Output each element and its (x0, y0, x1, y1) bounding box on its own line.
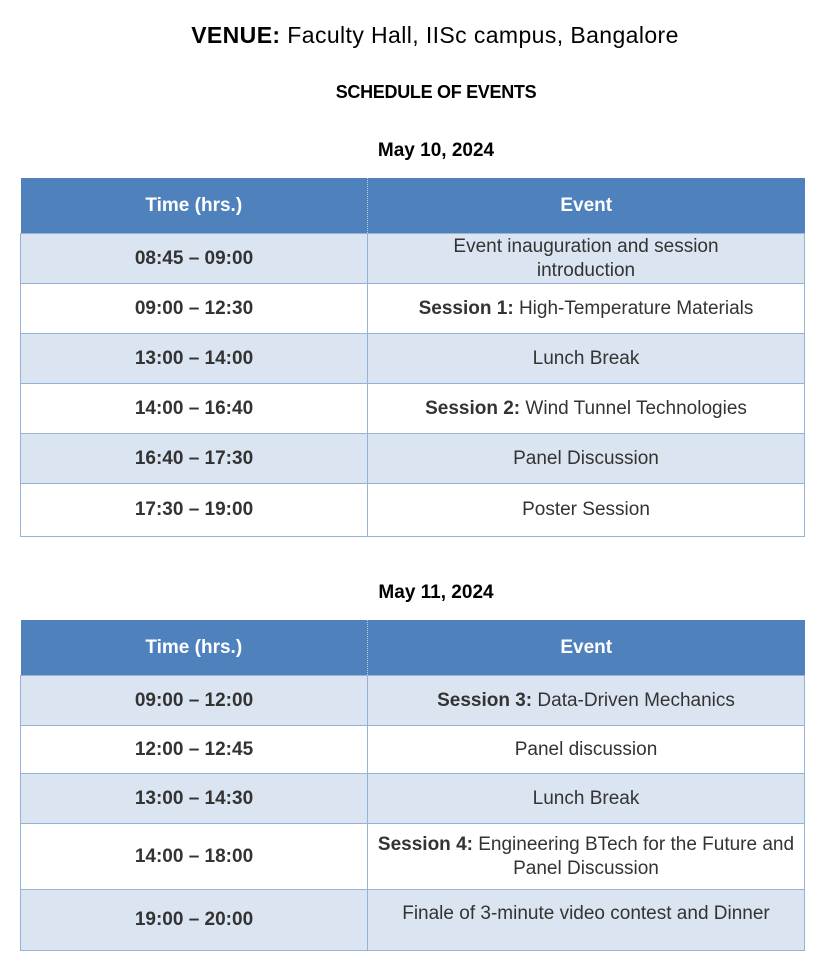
table-row (21, 824, 805, 890)
time-cell: 14:00 – 16:40 (21, 384, 368, 434)
table-row (21, 484, 805, 537)
event-text: Panel discussion (514, 738, 658, 760)
time-cell: 13:00 – 14:00 (21, 334, 368, 384)
table-row (21, 434, 805, 484)
time-cell: 08:45 – 09:00 (21, 234, 368, 284)
table-row (21, 334, 805, 384)
event-cell (368, 676, 805, 726)
event-cell (368, 434, 805, 484)
venue-line (0, 22, 818, 49)
event-text: Wind Tunnel Technologies (525, 397, 747, 419)
schedule-title: SCHEDULE OF EVENTS (335, 82, 537, 102)
event-cell (368, 774, 805, 824)
day-2-schedule-table (20, 620, 805, 951)
table-row (21, 384, 805, 434)
time-cell: 14:00 – 18:00 (21, 824, 368, 890)
event-cell (368, 890, 805, 951)
time-cell: 17:30 – 19:00 (21, 484, 368, 537)
time-cell: 09:00 – 12:00 (21, 676, 368, 726)
venue-text: Faculty Hall, IISc campus, Bangalore (287, 22, 679, 48)
event-cell (368, 234, 805, 284)
table-row (21, 284, 805, 334)
session-label: Session 3: (437, 689, 533, 711)
time-cell: 09:00 – 12:30 (21, 284, 368, 334)
event-cell (368, 334, 805, 384)
venue-label: VENUE: (191, 22, 281, 48)
header-event: Event (368, 178, 805, 234)
time-cell: 12:00 – 12:45 (21, 726, 368, 774)
table-row (21, 676, 805, 726)
event-text: Finale of 3-minute video contest and Dinner (402, 903, 770, 924)
event-text: Event inauguration and session introduction (453, 235, 719, 281)
event-text: Poster Session (522, 499, 650, 520)
event-text: Data-Driven Mechanics (537, 689, 735, 711)
event-text: Lunch Break (532, 787, 640, 809)
event-cell (368, 824, 805, 890)
event-text: Lunch Break (532, 347, 640, 369)
event-cell (368, 384, 805, 434)
day-2-date: May 11, 2024 (378, 582, 494, 603)
header-time: Time (hrs.) (21, 178, 368, 234)
table-header-row (21, 620, 805, 676)
day-1-schedule-table (20, 178, 805, 537)
event-cell (368, 284, 805, 334)
event-cell (368, 726, 805, 774)
time-cell: 16:40 – 17:30 (21, 434, 368, 484)
header-event: Event (368, 620, 805, 676)
session-label: Session 1: (418, 297, 514, 319)
time-cell: 13:00 – 14:30 (21, 774, 368, 824)
table-row (21, 890, 805, 951)
session-label: Session 4: (377, 833, 473, 855)
session-label: Session 2: (425, 397, 521, 419)
table-row (21, 774, 805, 824)
day-1-date: May 10, 2024 (377, 140, 495, 161)
event-text: Engineering BTech for the Future and Panel Discussion (478, 833, 795, 879)
table-header-row (21, 178, 805, 234)
event-text: High-Temperature Materials (518, 297, 754, 319)
header-time: Time (hrs.) (21, 620, 368, 676)
time-cell: 19:00 – 20:00 (21, 890, 368, 951)
event-text: Panel Discussion (513, 447, 659, 469)
table-row (21, 234, 805, 284)
table-row (21, 726, 805, 774)
event-cell (368, 484, 805, 537)
